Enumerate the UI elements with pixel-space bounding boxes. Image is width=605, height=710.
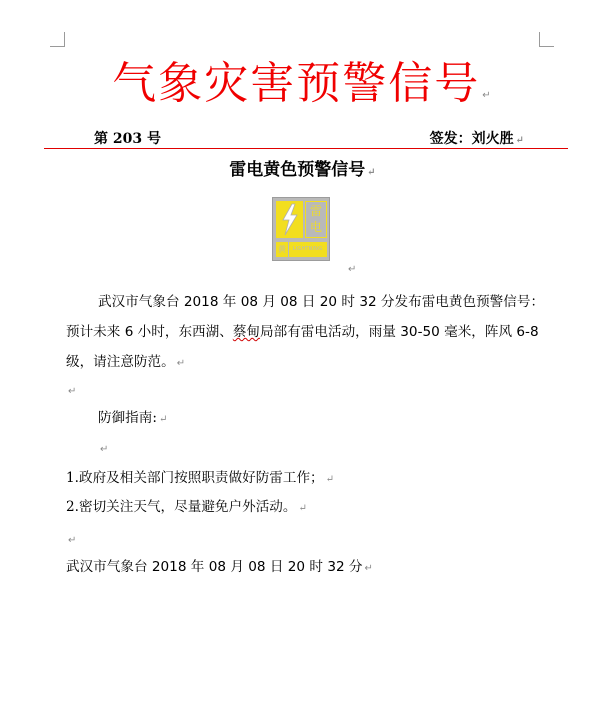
guide-heading: [98, 406, 167, 432]
paragraph-mark: ↵: [482, 90, 493, 101]
paragraph-mark: ↵: [68, 535, 77, 546]
spellcheck-flagged-word: 蔡甸: [232, 324, 261, 340]
empty-paragraph: [66, 378, 76, 404]
lightning-yellow-warning-icon: [272, 197, 330, 261]
guideline-item: [66, 466, 334, 492]
paragraph-mark: ↵: [176, 358, 186, 369]
issuer-text: 签发：刘火胜: [429, 131, 514, 147]
signal-title-text: 雷电黄色预警信号: [229, 160, 366, 180]
issue-number: 第 203 号: [94, 131, 161, 147]
document-title: [0, 54, 605, 126]
body-text: 局部有雷电活动，雨量 30-50 毫米，阵风 6-8 级，请注意防范。: [66, 324, 539, 370]
paragraph-mark: ↵: [367, 167, 376, 178]
red-divider-rule: [44, 148, 568, 149]
signal-title: [0, 158, 605, 185]
paragraph-mark: ↵: [298, 503, 307, 514]
paragraph-mark: ↵: [158, 414, 168, 425]
paragraph-mark: ↵: [348, 264, 357, 275]
guideline-text: 1.政府及相关部门按照职责做好防雷工作；: [66, 470, 324, 486]
footer-issue-line: [66, 555, 373, 581]
guide-heading-text: 防御指南:: [98, 410, 157, 426]
signal-icon-level: 黄: [276, 242, 289, 257]
body-text: 武汉市气象台 2018 年 08 月 08 日 20 时 32 分发布雷电黄色预警信号：预计未来 6 小时，东西湖、: [66, 294, 545, 340]
paragraph-mark: ↵: [364, 563, 373, 574]
signal-icon-characters: 雷电: [305, 201, 327, 238]
page-corner-mark-top-right: [539, 32, 554, 47]
guideline-text: 2.密切关注天气，尽量避免户外活动。: [66, 499, 297, 515]
empty-paragraph: [98, 436, 108, 462]
empty-paragraph: [66, 527, 76, 553]
paragraph-mark: ↵: [100, 444, 109, 455]
signal-icon-label: LIGHTNING: [292, 246, 323, 252]
guideline-item: [66, 495, 307, 521]
paragraph-mark: ↵: [68, 386, 77, 397]
paragraph-mark: ↵: [325, 474, 335, 485]
lightning-bolt-icon: [276, 201, 303, 238]
paragraph-mark: ↵: [515, 135, 524, 146]
warning-body-paragraph: [66, 287, 550, 379]
page-corner-mark-top-left: [50, 32, 65, 47]
document-meta-row: [94, 128, 524, 148]
document-title-text: 气象灾害预警信号: [112, 58, 481, 109]
footer-issue-text: 武汉市气象台 2018 年 08 月 08 日 20 时 32 分: [66, 559, 363, 575]
issuer-signature: [430, 128, 524, 148]
